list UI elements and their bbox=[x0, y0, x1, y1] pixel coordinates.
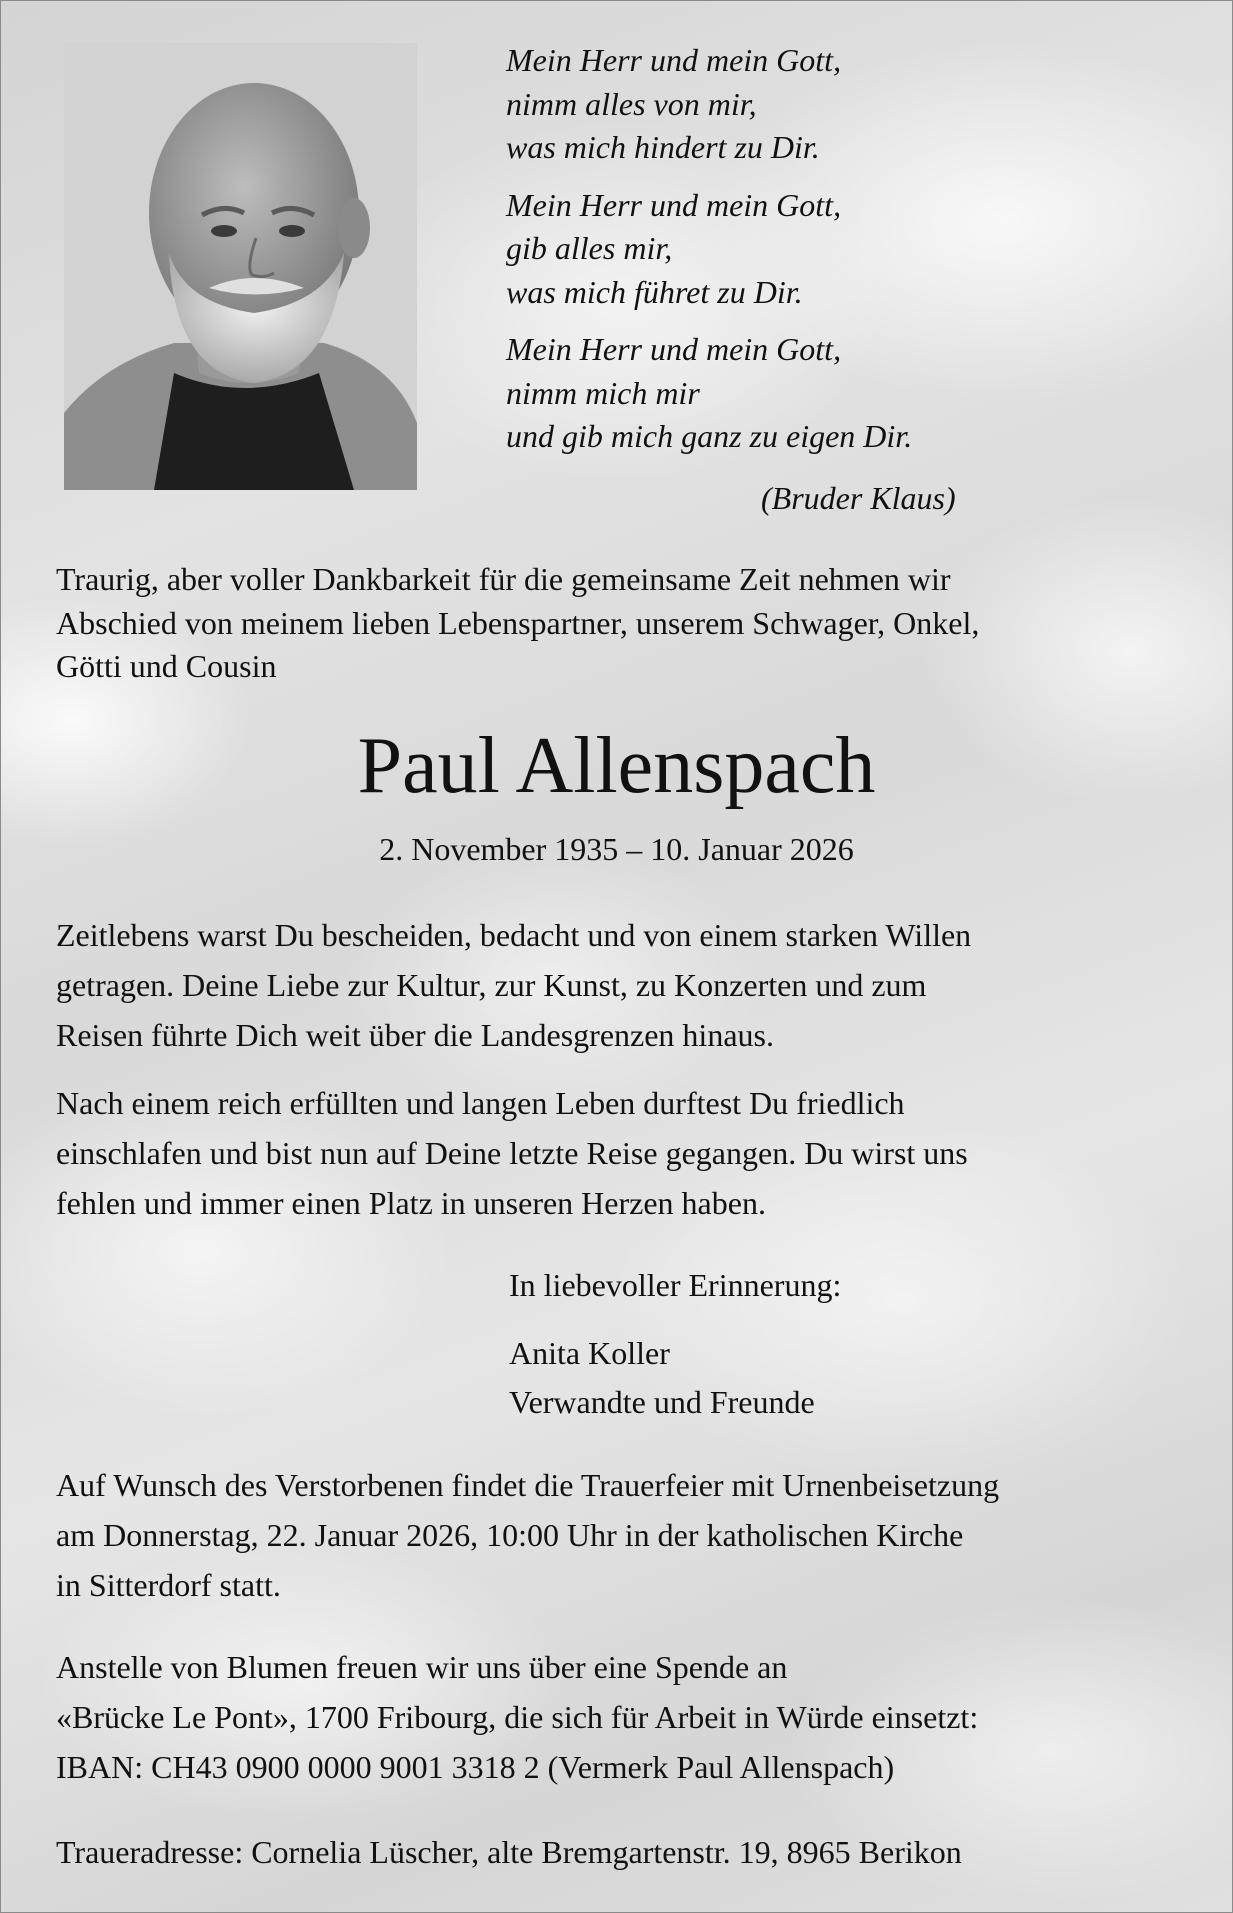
poem-stanza bbox=[506, 184, 1026, 315]
intro-line: Traurig, aber voller Dankbarkeit für die gemeinsame Zeit nehmen wir bbox=[56, 561, 951, 597]
poem-line: Mein Herr und mein Gott, bbox=[506, 42, 842, 78]
deceased-name: Paul Allenspach bbox=[357, 722, 876, 810]
poem-stanza bbox=[506, 39, 1026, 170]
mourner-name: Verwandte und Freunde bbox=[509, 1384, 815, 1420]
service-info bbox=[56, 1460, 1186, 1610]
tribute-line: Nach einem reich erfüllten und langen Leben durftest Du friedlich bbox=[56, 1085, 905, 1121]
intro-text bbox=[56, 558, 1186, 689]
poem-line: gib alles mir, bbox=[506, 230, 673, 266]
mourning-address: Traueradresse: Cornelia Lüscher, alte Bremgartenstr. 19, 8965 Berikon bbox=[56, 1834, 962, 1870]
tribute-line: fehlen und immer einen Platz in unseren Herzen haben. bbox=[56, 1185, 766, 1221]
intro-line: Abschied von meinem lieben Lebenspartner, unserem Schwager, Onkel, bbox=[56, 604, 980, 641]
poem bbox=[506, 39, 1026, 473]
mourners-list bbox=[509, 1329, 841, 1427]
service-line: Auf Wunsch des Verstorbenen findet die Trauerfeier mit Urnenbeisetzung bbox=[56, 1467, 1000, 1503]
signoff bbox=[509, 1261, 841, 1427]
poem-line: Mein Herr und mein Gott, bbox=[506, 186, 842, 223]
donation-line: «Brücke Le Pont», 1700 Fribourg, die sich für Arbeit in Würde einsetzt: bbox=[56, 1699, 979, 1735]
poem-line: was mich führet zu Dir. bbox=[506, 273, 803, 310]
life-dates: 2. November 1935 – 10. Januar 2026 bbox=[379, 831, 854, 867]
poem-line: nimm alles von mir, bbox=[506, 85, 757, 122]
service-line: am Donnerstag, 22. Januar 2026, 10:00 Uhr in der katholischen Kirche bbox=[56, 1517, 964, 1553]
signoff-label: In liebevoller Erinnerung: bbox=[509, 1267, 842, 1303]
portrait-photo bbox=[64, 43, 417, 490]
tribute-paragraph bbox=[56, 1078, 1186, 1228]
donation-line: IBAN: CH43 0900 0000 9001 3318 2 (Vermerk Paul Allenspach) bbox=[56, 1749, 895, 1785]
intro-line: Götti und Cousin bbox=[56, 648, 277, 684]
tribute-line: Zeitlebens warst Du bescheiden, bedacht und von einem starken Willen bbox=[56, 917, 972, 953]
tribute-paragraph bbox=[56, 910, 1186, 1060]
poem-line: was mich hindert zu Dir. bbox=[506, 129, 820, 165]
donation-line: Anstelle von Blumen freuen wir uns über eine Spende an bbox=[56, 1649, 788, 1685]
poem-stanza bbox=[506, 328, 1026, 459]
tribute-line: Reisen führte Dich weit über die Landesgrenzen hinaus. bbox=[56, 1017, 774, 1053]
tribute-line: einschlafen und bist nun auf Deine letzte Reise gegangen. Du wirst uns bbox=[56, 1135, 968, 1171]
donation-info bbox=[56, 1642, 1186, 1792]
poem-line: nimm mich mir bbox=[506, 374, 700, 411]
poem-line: und gib mich ganz zu eigen Dir. bbox=[506, 418, 913, 454]
service-line: in Sitterdorf statt. bbox=[56, 1567, 281, 1603]
mourner-name: Anita Koller bbox=[509, 1335, 670, 1371]
poem-author: (Bruder Klaus) bbox=[761, 480, 956, 516]
tribute-line: getragen. Deine Liebe zur Kultur, zur Kunst, zu Konzerten und zum bbox=[56, 967, 927, 1003]
tribute-text bbox=[56, 910, 1186, 1246]
poem-line: Mein Herr und mein Gott, bbox=[506, 331, 842, 367]
